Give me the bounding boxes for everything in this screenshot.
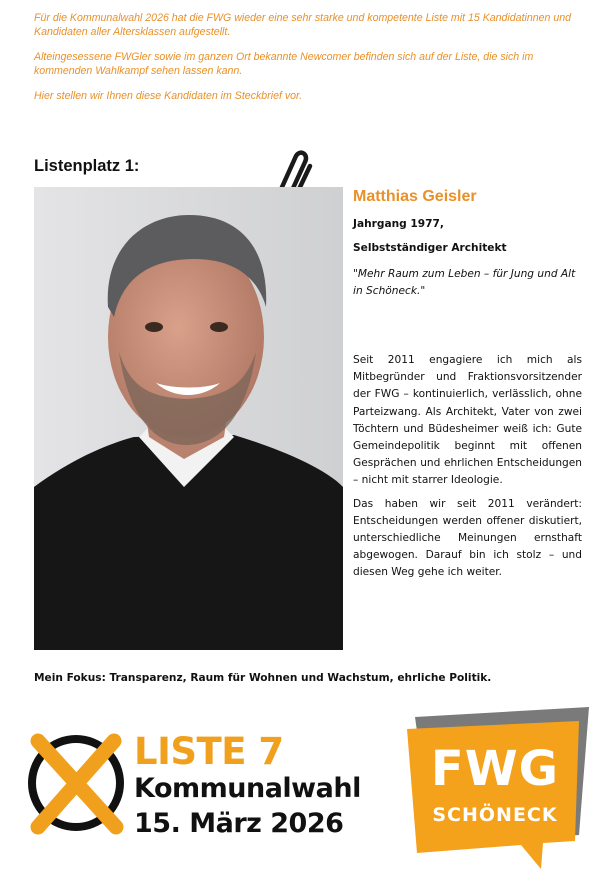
logo-text-schoeneck: SCHÖNECK (432, 804, 558, 826)
listenplatz-heading: Listenplatz 1: (34, 157, 140, 175)
fwg-schoeneck-logo (403, 703, 593, 869)
ballot-cross-icon (24, 731, 128, 835)
election-title: Kommunalwahl (134, 773, 361, 804)
focus-statement: Mein Fokus: Transparenz, Raum für Wohnen und Wachstum, ehrliche Politik. (34, 672, 492, 684)
intro-paragraph-2: Alteingesessene FWGler sowie im ganzen Ort bekannte Newcomer befinden sich auf der Liste, die sich im kommenden Wahlkampf sehen lassen kann. (34, 51, 534, 77)
election-date: 15. März 2026 (134, 808, 344, 839)
candidate-occupation: Selbstständiger Architekt (353, 242, 507, 254)
intro-paragraph-3: Hier stellen wir Ihnen diese Kandidaten im Steckbrief vor. (34, 90, 303, 102)
candidate-name: Matthias Geisler (353, 188, 477, 205)
logo-text-fwg: FWG (430, 741, 560, 797)
intro-paragraph-1: Für die Kommunalwahl 2026 hat die FWG wieder eine sehr starke und kompetente Liste mit 15 Kandidatinnen und Kandidaten aller Altersklassen aufgestellt. (34, 12, 572, 38)
candidate-photo (34, 187, 343, 650)
intro-text (34, 11, 579, 114)
list-number: LISTE 7 (134, 730, 284, 773)
candidate-bio-paragraph-2: Das haben wir seit 2011 verändert: Entscheidungen werden offener diskutiert, unterschiedliche Meinungen ernsthaft abgewogen. Darauf bin ich stolz – und diesen Weg gehe ich weiter. (353, 497, 582, 579)
candidate-profile (353, 188, 582, 588)
candidate-bio-paragraph-1: Seit 2011 engagiere ich mich als Mitbegründer und Fraktionsvorsitzender der FWG – kontinuierlich, verlässlich, ohne Parteizwang. Als Architekt, Vater von zwei Töchtern und Büdesheimer weiß ich: Gute Gemeindepolitik beginnt mit offenen Gesprächen und ehrlichen Entscheidungen – nicht mit starrer Ideologie. (353, 354, 582, 487)
candidate-quote: "Mehr Raum zum Leben – für Jung und Alt in Schöneck." (353, 268, 576, 297)
candidate-birth-year: Jahrgang 1977, (353, 218, 444, 230)
